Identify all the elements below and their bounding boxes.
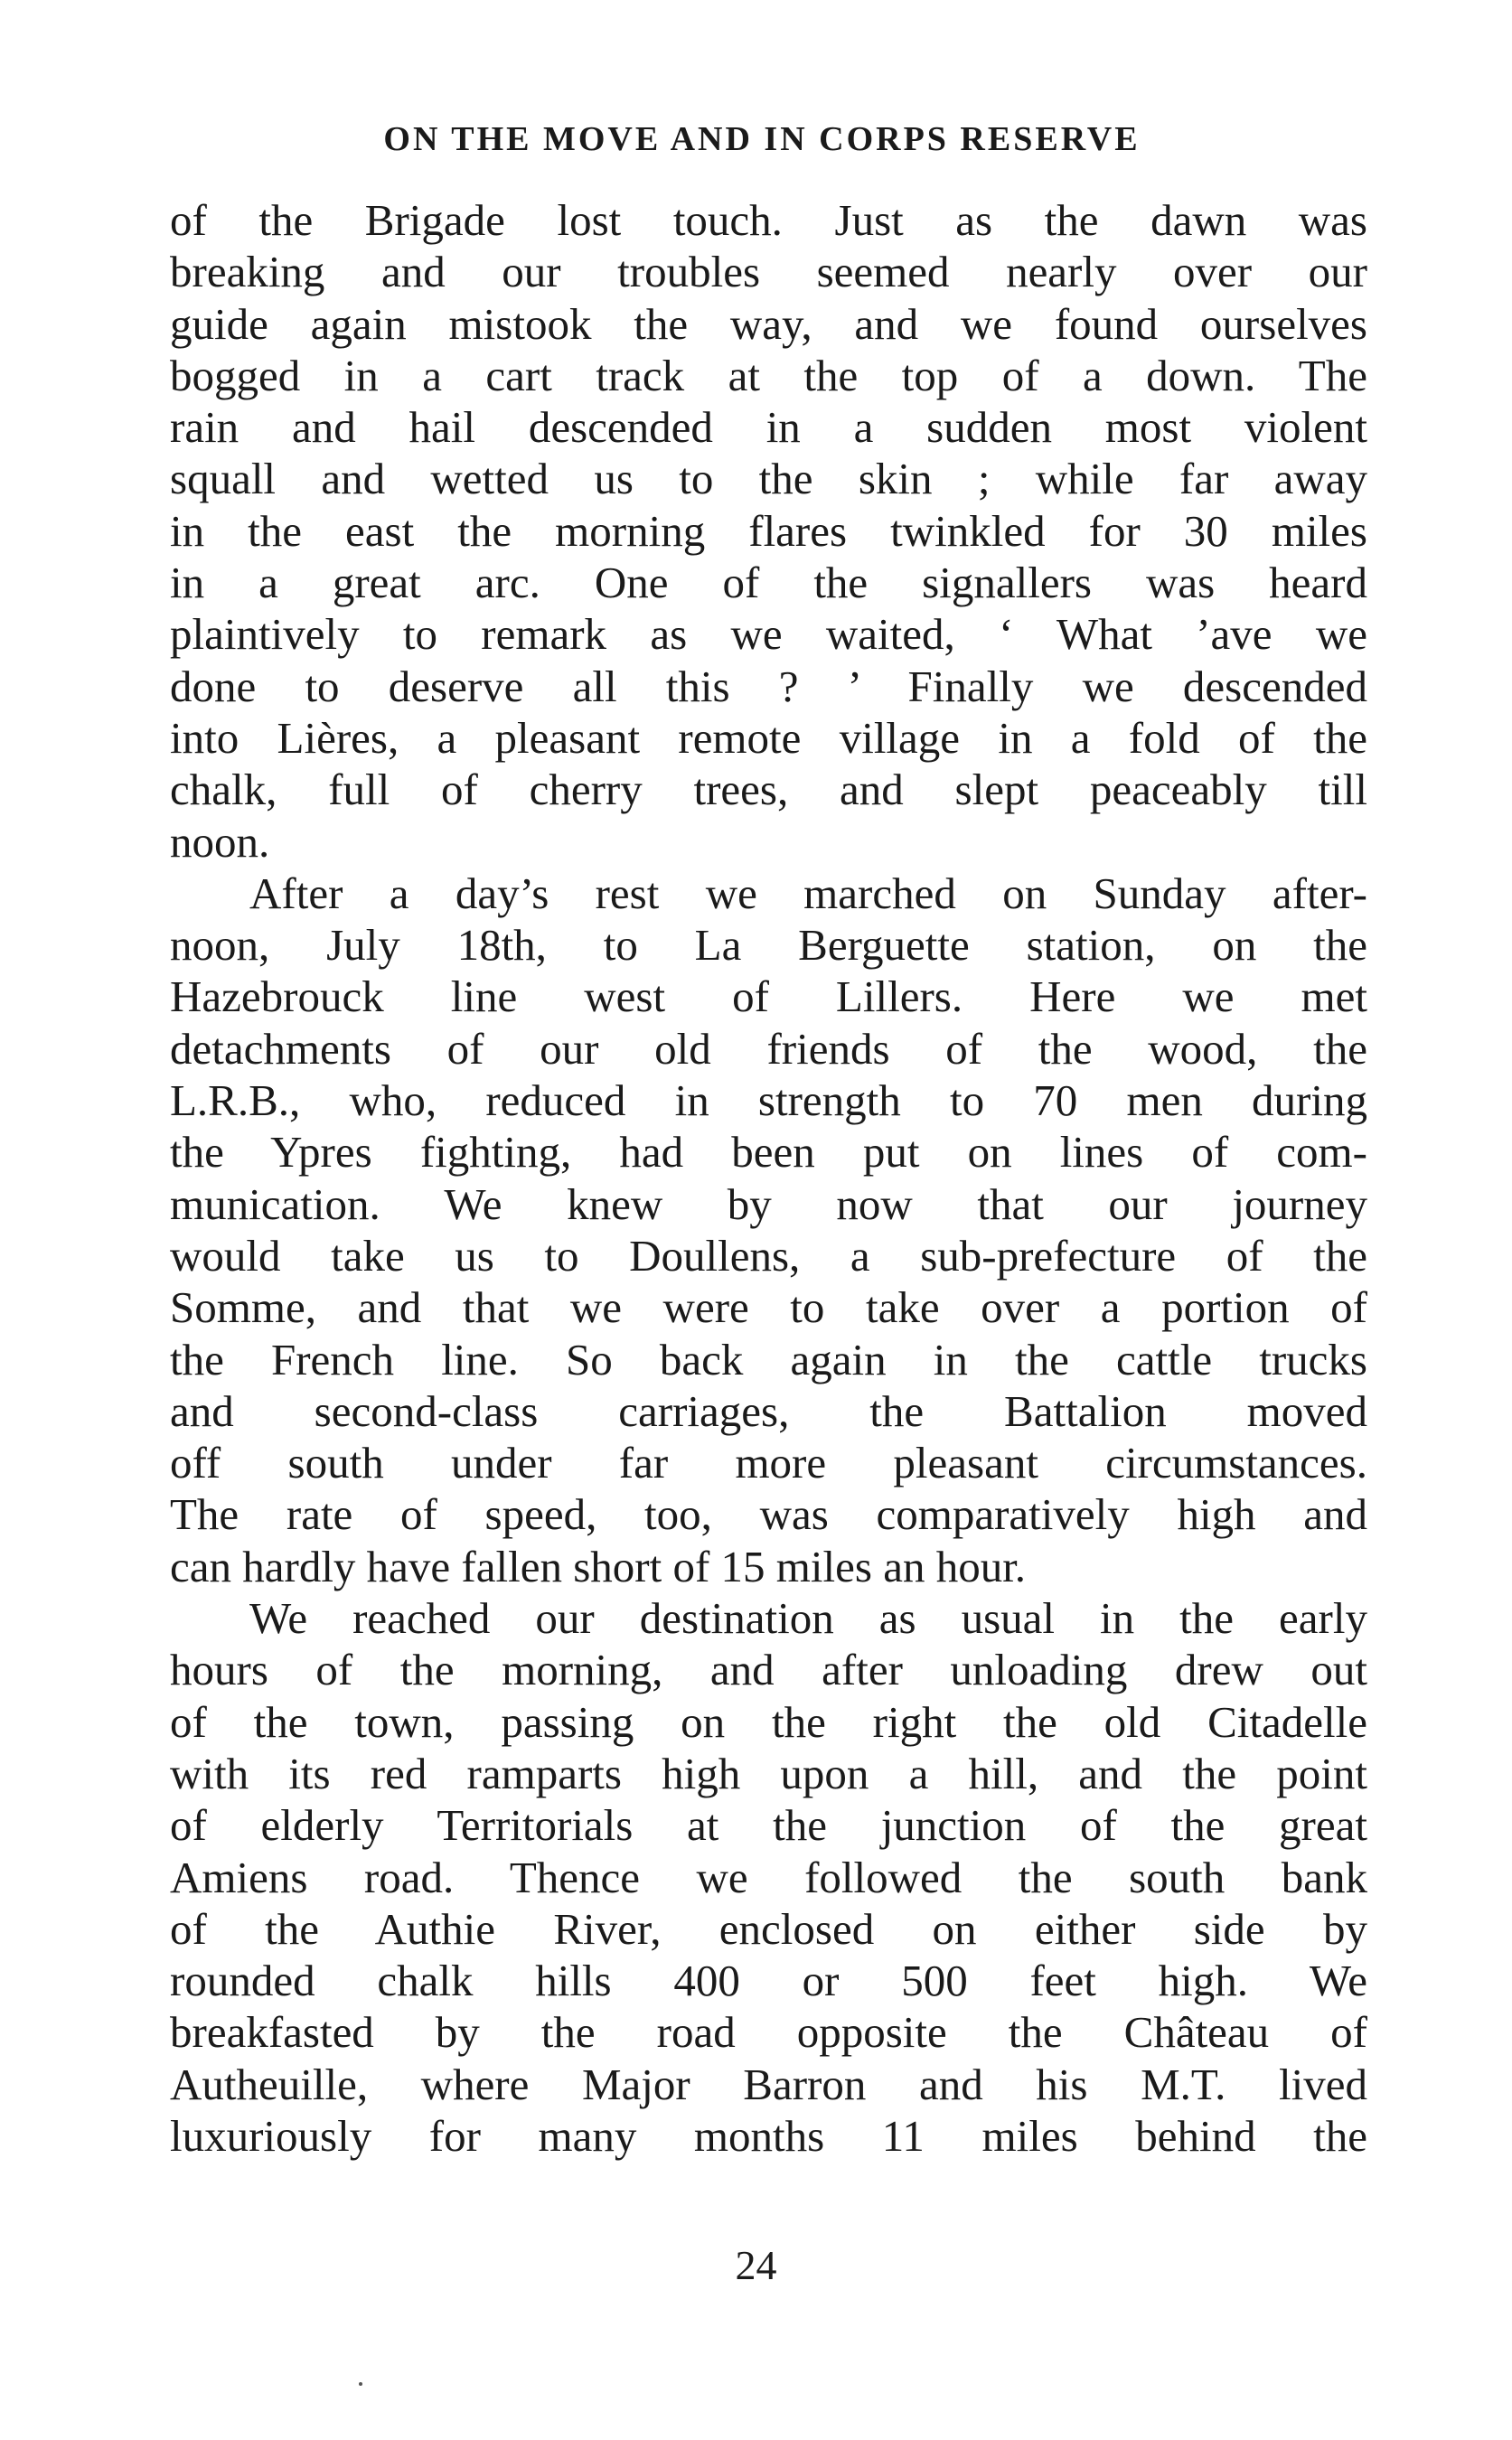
text-line: guide again mistook the way, and we found ourselves bbox=[170, 298, 1367, 349]
text-line: of the Brigade lost touch. Just as the dawn was bbox=[170, 195, 1367, 245]
running-head: ON THE MOVE AND IN CORPS RESERVE bbox=[383, 120, 1141, 158]
paper-speck bbox=[359, 2382, 362, 2386]
text-line: Hazebrouck line west of Lillers. Here we met bbox=[170, 971, 1367, 1022]
text-line: After a day’s rest we marched on Sunday after- bbox=[249, 868, 1367, 918]
text-line: of the town, passing on the right the old Citadelle bbox=[170, 1696, 1367, 1747]
text-line: The rate of speed, too, was comparatively high and bbox=[170, 1489, 1367, 1540]
text-line: plaintively to remark as we waited, ‘ What ’ave we bbox=[170, 609, 1367, 660]
text-line: can hardly have fallen short of 15 miles an hour. bbox=[170, 1541, 1027, 1591]
text-line: Amiens road. Thence we followed the south bank bbox=[170, 1852, 1367, 1902]
text-line: bogged in a cart track at the top of a down. The bbox=[170, 350, 1367, 400]
text-line: of elderly Territorials at the junction of the great bbox=[170, 1800, 1367, 1851]
text-line: done to deserve all this ? ’ Finally we descended bbox=[170, 661, 1367, 711]
text-line: of the Authie River, enclosed on either side by bbox=[170, 1903, 1367, 1954]
text-line: rounded chalk hills 400 or 500 feet high. We bbox=[170, 1956, 1367, 2006]
text-line: L.R.B., who, reduced in strength to 70 men during bbox=[170, 1075, 1367, 1126]
text-line: and second-class carriages, the Battalion moved bbox=[170, 1385, 1367, 1436]
text-line: breakfasted by the road opposite the Château of bbox=[170, 2007, 1367, 2058]
text-line: detachments of our old friends of the wood, the bbox=[170, 1023, 1367, 1074]
text-line: Somme, and that we were to take over a portion of bbox=[170, 1282, 1367, 1333]
text-line: We reached our destination as usual in the early bbox=[249, 1593, 1367, 1644]
text-line: with its red ramparts high upon a hill, and the point bbox=[170, 1748, 1367, 1798]
text-line: Autheuille, where Major Barron and his M.T. lived bbox=[170, 2059, 1367, 2109]
text-line: into Lières, a pleasant remote village in a fold of the bbox=[170, 712, 1367, 763]
page-number: 24 bbox=[735, 2242, 777, 2288]
text-line: chalk, full of cherry trees, and slept peaceably till bbox=[170, 765, 1367, 815]
text-line: breaking and our troubles seemed nearly over our bbox=[170, 247, 1367, 297]
text-line: rain and hail descended in a sudden most violent bbox=[170, 402, 1367, 453]
text-line: would take us to Doullens, a sub-prefecture of the bbox=[170, 1230, 1367, 1281]
text-line: the French line. So back again in the cattle trucks bbox=[170, 1334, 1367, 1384]
text-line: noon, July 18th, to La Berguette station, on the bbox=[170, 920, 1367, 971]
text-line: off south under far more pleasant circumstances. bbox=[170, 1438, 1367, 1488]
text-line: noon. bbox=[170, 816, 270, 867]
text-line: squall and wetted us to the skin ; while far away bbox=[170, 454, 1367, 504]
text-line: munication. We knew by now that our journey bbox=[170, 1178, 1367, 1229]
text-line: in a great arc. One of the signallers was heard bbox=[170, 558, 1367, 608]
text-line: luxuriously for many months 11 miles behind the bbox=[170, 2110, 1367, 2161]
text-line: the Ypres fighting, had been put on lines of com- bbox=[170, 1127, 1367, 1178]
text-line: hours of the morning, and after unloading drew out bbox=[170, 1645, 1367, 1695]
text-line: in the east the morning flares twinkled for 30 miles bbox=[170, 505, 1367, 556]
body-text bbox=[170, 194, 1367, 2162]
